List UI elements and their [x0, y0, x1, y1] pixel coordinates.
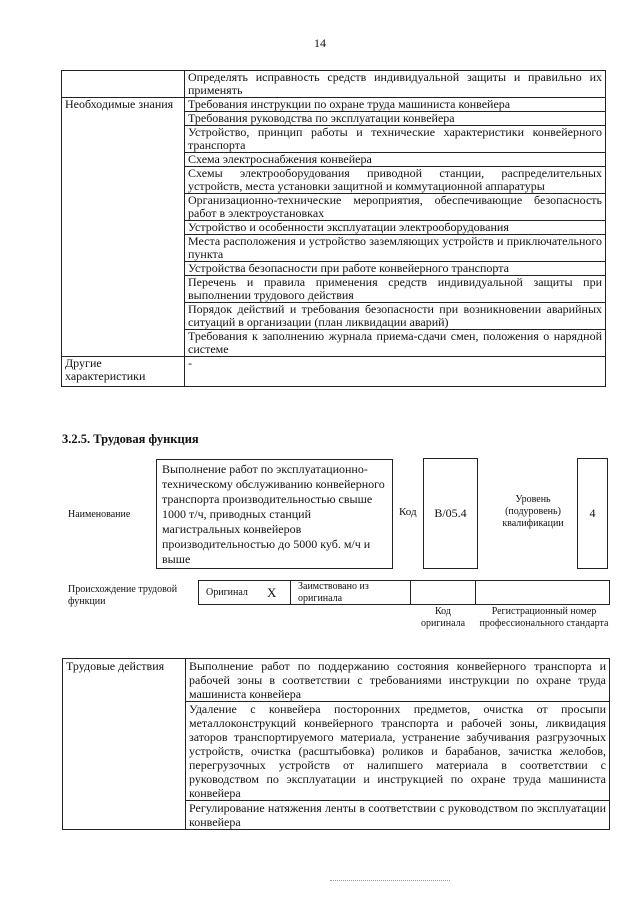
table-row	[62, 357, 606, 387]
row-label: Трудовые действия	[63, 659, 186, 830]
table-cell: Определять исправность средств индивидуальной защиты и правильно их применять	[185, 71, 606, 98]
table-cell: Порядок действий и требования безопасности при возникновении аварийных ситуаций в организации (план ликвидации аварий)	[185, 303, 606, 330]
table-cell: Схема электроснабжения конвейера	[185, 153, 606, 167]
code-label: Код	[399, 506, 417, 518]
table-cell: Устройство и особенности эксплуатации электрооборудования	[185, 221, 606, 235]
table-cell: Места расположения и устройство заземляющих устройств и приключательного пункта	[185, 235, 606, 262]
row-label: Другие характеристики	[62, 357, 185, 387]
divider	[410, 580, 411, 605]
table-cell: Устройства безопасности при работе конвейерного транспорта	[185, 262, 606, 276]
original-label: Оригинал	[206, 587, 248, 598]
table-cell: Устройство, принцип работы и технические характеристики конвейерного транспорта	[185, 126, 606, 153]
row-label: Необходимые знания	[62, 98, 185, 357]
level-label: Уровень (подуровень) квалификации	[502, 494, 564, 529]
reg-caption: Регистрационный номер профессионального стандарта	[479, 606, 609, 629]
code-value: B/05.4	[423, 458, 478, 569]
table-cell: Выполнение работ по поддержанию состояния конвейерного транспорта и рабочей зоны в соответствии с требованиями инструкции по охране труда машиниста конвейера	[186, 659, 610, 702]
level-value: 4	[577, 458, 608, 569]
original-mark: X	[267, 585, 277, 600]
table-cell: -	[185, 357, 606, 387]
table-row	[62, 71, 606, 98]
divider	[475, 580, 476, 605]
divider	[290, 580, 291, 605]
table-cell: Перечень и правила применения средств индивидуальной защиты при выполнении трудового действия	[185, 276, 606, 303]
borrowed-label: Заимствовано из оригинала	[298, 581, 369, 604]
table-row	[63, 659, 610, 702]
table-cell: Регулирование натяжения ленты в соответствии с руководством по эксплуатации конвейера	[186, 801, 610, 830]
table-cell: Схемы электрооборудования приводной станции, распределительных устройств, места установки защитной и коммутационной аппаратуры	[185, 167, 606, 194]
function-name: Выполнение работ по эксплуатационно-техническому обслуживанию конвейерного транспорта производительностью свыше 1000 т/ч, приводных станций магистральных конвейеров производительностью до 5000 куб. м/ч и выше	[156, 459, 393, 569]
name-label: Наименование	[68, 509, 131, 520]
section-title: 3.2.5. Трудовая функция	[62, 432, 199, 446]
table-cell: Требования руководства по эксплуатации конвейера	[185, 112, 606, 126]
code-caption: Код оригинала	[420, 606, 466, 629]
table-cell: Требования к заполнению журнала приема-сдачи смен, положения о нарядной системе	[185, 330, 606, 357]
table-cell: Требования инструкции по охране труда машиниста конвейера	[185, 98, 606, 112]
origin-label: Происхождение трудовой функции	[68, 584, 178, 607]
actions-table	[62, 658, 610, 830]
table-cell: Организационно-технические мероприятия, обеспечивающие безопасность работ в электроустановках	[185, 194, 606, 221]
bottom-mark	[330, 880, 450, 881]
knowledge-table	[61, 70, 606, 387]
row-label	[62, 71, 185, 98]
page-number: 14	[314, 36, 326, 50]
table-cell: Удаление с конвейера посторонних предметов, очистка от просыпи металлоконструкций конвейерного транспорта и рабочей зоны, ликвидация заторов транспортируемого материала, устранение забучивания разгрузочных устройств, очистка (расштыбовка) роликов и барабанов, зачистка желобов, перегрузочных устройств от налипшего материала в соответствии с руководством по эксплуатации и инструкцией по охране труда машиниста конвейера	[186, 702, 610, 801]
table-row	[62, 98, 606, 112]
